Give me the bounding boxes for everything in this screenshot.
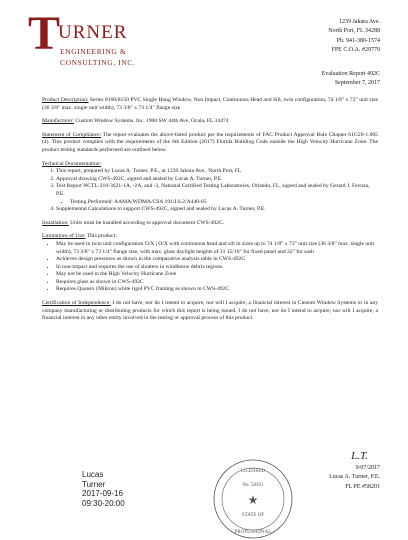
seal-number: No. 58201 xyxy=(242,483,264,488)
product-description-label: Product Description: xyxy=(42,97,89,103)
digital-signature-name1: Lucas xyxy=(82,470,104,479)
logo-tagline-1: ENGINEERING & xyxy=(60,47,127,56)
list-item: • Achieves design pressures as shown in the comparative analysis table in CWS-492C xyxy=(56,256,378,264)
limitations-label: Limitations of Use: xyxy=(42,233,86,240)
logo-tagline-2: CONSULTING, INC. xyxy=(60,58,136,67)
seal-state: STATE OF xyxy=(241,513,265,518)
logo-t-letter: T xyxy=(28,7,61,60)
compliance-text: The report evaluates the above-listed product per the requirements of FAC Product Approval Rule Chapter 61G20-1.005 (4). This product complies with the requirements of the 6th Edition (2017) Florida Building Code outside the High Velocity Hurricane Zone. The product testing standards performed are outlined below. xyxy=(42,131,378,153)
list-item: • Requires glass as shown in CWS-492C xyxy=(56,279,378,287)
list-item: 4. Supplemental Calculations to support CWS-492C, signed and sealed by Lucas A. Turner, P.E. xyxy=(56,206,378,214)
company-logo xyxy=(28,7,178,70)
list-item: 2. Approval drawing CWS-492C, signed and sealed by Lucas A. Turner, P.E. xyxy=(56,176,378,184)
digital-signature-name2: Turner xyxy=(82,479,106,489)
address-coa: FPE C.O.A. #29779 xyxy=(331,47,380,54)
product-description xyxy=(42,97,378,112)
list-item: • In non-impact and requires the use of shutters in windborne debris regions xyxy=(56,264,378,272)
installation-label: Installation: xyxy=(42,219,69,226)
signer-date: 9/07/2017 xyxy=(355,465,380,471)
compliance-label: Statement of Compliance: xyxy=(42,131,102,138)
report-body xyxy=(42,97,378,329)
evaluation-report-number: Evaluation Report 492C xyxy=(321,71,380,77)
manufacturer-text: Custom Window Systems, Inc. 1900 SW 44th Ave, Ocala, FL 34474 xyxy=(74,118,229,125)
evaluation-header xyxy=(322,70,380,89)
list-item: • May not be used in the High Velocity Hurricane Zone xyxy=(56,271,378,279)
signature-area xyxy=(0,430,408,535)
digital-signature xyxy=(82,470,125,508)
list-item: 1. This report, prepared by Lucas A. Turner, P.E., at 1239 Jakara Ave., North Port, FL xyxy=(56,168,378,176)
list-item: • May be used in twin unit configuration O/X | O/X with continuous head and sill in sizes up to 74 1/8" x 72" unit size (36 3/8" max. single unit width), 73 3/8" x 73 1/4" flange size, with max. glass daylight heights of 31 15/16" for fixed panel and 32" for sash xyxy=(56,241,378,256)
limitations-of-use xyxy=(42,233,378,294)
sub-list-item: • Testing Performed: AAMA/WDMA/CSA 101/I.S.2/A440-05 xyxy=(70,199,378,207)
certification-text: I do not have, nor do I intend to acquire, nor will I acquire, a financial interest in Custom Window Systems or in any company manufacturing or distributing products for which this report is being issued. I do not have, nor do I intend to acquire, nor will I acquire, a financial interest in any other entity involved in the testing or approval process of this product. xyxy=(42,300,378,322)
digital-signature-time: 09:30-20:00 xyxy=(82,498,125,508)
technical-documentation-label: Technical Documentation: xyxy=(42,160,102,167)
limitations-list xyxy=(42,241,378,294)
address-phone: Ph. 941-380-1574 xyxy=(336,37,380,44)
manufacturer-label: Manufacturer: xyxy=(42,118,74,125)
installation xyxy=(42,220,378,228)
product-description-text: Series 8100/8150 PVC Single Hung Window, Non Impact, Continuous Head and Sill, twin configuration, 74 1/8" x 72" unit size (36 3/8" max. single unit width), 73 3/8" x 73 1/4" flange size xyxy=(42,97,379,111)
list-item-text: Test Report NCTL-210-3621-1A, -2A, and -3, National Certified Testing Laboratories, Orlando, FL, signed and sealed by Gerard J. Ferrara, P.E. xyxy=(56,183,370,197)
list-item: • Requires Quanex (Mikron) white rigid PVC framing as shown in CWS-492C xyxy=(56,286,378,294)
installation-text: Units must be installed according to approval document CWS-492C. xyxy=(68,219,225,226)
signer-name: Lucas A. Turner, P.E. xyxy=(329,474,380,481)
certification-of-independence xyxy=(42,300,378,323)
handwritten-signature: L.T. xyxy=(351,450,368,462)
technical-documentation xyxy=(42,161,378,214)
signer-block xyxy=(329,464,380,492)
certification-label: Certification of Independence: xyxy=(42,300,111,307)
statement-of-compliance xyxy=(42,132,378,155)
address-street: 1239 Jakara Ave. xyxy=(338,19,380,25)
limitations-heading xyxy=(42,233,378,241)
seal-star: ★ xyxy=(247,493,259,507)
seal-top-text: LICENSED xyxy=(240,469,266,474)
list-item xyxy=(56,183,378,206)
seal-bottom-text: PROFESSIONAL xyxy=(234,530,272,535)
company-address xyxy=(328,18,380,56)
address-city: North Port, FL 34288 xyxy=(328,28,380,35)
technical-documentation-list xyxy=(42,168,378,214)
digital-signature-date: 2017-09-16 xyxy=(82,489,123,498)
manufacturer xyxy=(42,118,378,126)
logo-name: URNER xyxy=(58,22,128,43)
evaluation-date: September 7, 2017 xyxy=(334,80,380,87)
limitations-text: This product: xyxy=(85,233,117,240)
signer-license: FL PE #58201 xyxy=(345,483,380,490)
sub-list xyxy=(56,199,378,207)
